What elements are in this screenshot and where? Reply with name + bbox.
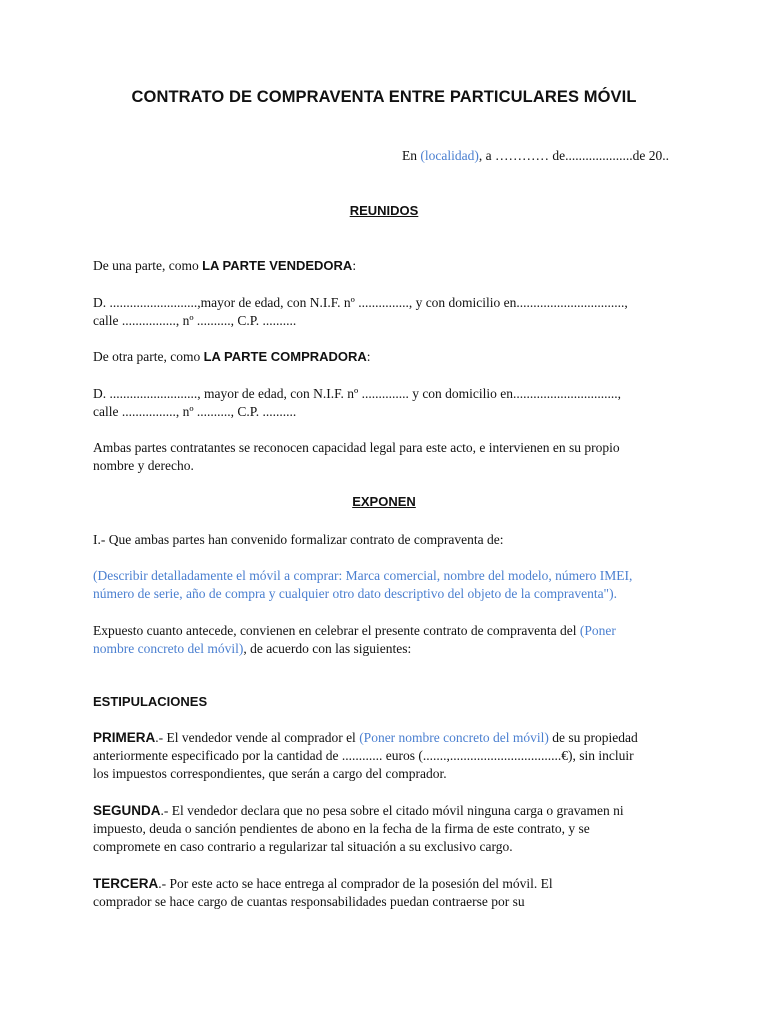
place-date-prefix: En: [402, 148, 421, 163]
expuesto-line2-blue: nombre concreto del móvil): [93, 641, 244, 656]
clause-segunda-line3: compromete en caso contrario a regularizar tal situación a su exclusivo cargo.: [93, 839, 513, 854]
seller-party-term: LA PARTE VENDEDORA: [202, 258, 353, 273]
clause-primera-line1-suffix: de su propiedad: [548, 730, 638, 745]
capacity-line1: Ambas partes contratantes se reconocen capacidad legal para este acto, e intervienen en su propio: [93, 440, 620, 455]
buyer-intro-prefix: De otra parte, como: [93, 349, 204, 364]
device-description-line1: (Describir detalladamente el móvil a comprar: Marca comercial, nombre del modelo, número IMEI,: [93, 568, 633, 583]
clause-segunda-line1: .- El vendedor declara que no pesa sobre el citado móvil ninguna carga o gravamen ni: [160, 803, 624, 818]
seller-details: [93, 294, 683, 330]
buyer-party-term: LA PARTE COMPRADORA: [203, 349, 367, 364]
expuesto-paragraph: [93, 622, 683, 658]
clause-primera-device-placeholder: (Poner nombre concreto del móvil): [359, 730, 549, 745]
clause-tercera-line1: .- Por este acto se hace entrega al comprador de la posesión del móvil. El: [158, 876, 553, 891]
place-date-line: [0, 147, 669, 165]
buyer-intro-suffix: :: [366, 349, 371, 364]
seller-details-line2: calle ................, nº .........., C.P. ..........: [93, 313, 297, 328]
expuesto-line1-blue: (Poner: [579, 623, 616, 638]
buyer-details-line2: calle ................, nº .........., C.P. ..........: [93, 404, 297, 419]
capacity-line2: nombre y derecho.: [93, 458, 194, 473]
seller-details-line1: D. ..........................,mayor de edad, con N.I.F. nº ..............., y con domicilio en................................,: [93, 295, 628, 310]
estipulaciones-heading: ESTIPULACIONES: [93, 694, 208, 709]
clause-tercera: [93, 875, 683, 911]
clause-tercera-label: TERCERA: [93, 876, 159, 891]
seller-intro-prefix: De una parte, como: [93, 258, 203, 273]
reunidos-heading: REUNIDOS: [349, 203, 419, 218]
seller-intro-suffix: :: [352, 258, 357, 273]
buyer-intro: [93, 348, 683, 366]
document-title: CONTRATO DE COMPRAVENTA ENTRE PARTICULARES MÓVIL: [131, 88, 637, 106]
clause-primera-line1-prefix: .- El vendedor vende al comprador el: [155, 730, 360, 745]
exponen-heading: EXPONEN: [352, 494, 416, 509]
clause-primera-line2: anteriormente especificado por la cantidad de ............ euros (.......,.................................€), sin incluir: [93, 748, 634, 763]
locality-placeholder: (localidad): [420, 148, 479, 163]
clause-primera-label: PRIMERA: [93, 730, 156, 745]
expuesto-line2-suffix: , de acuerdo con las siguientes:: [243, 641, 412, 656]
seller-intro: [93, 257, 683, 275]
device-description: [93, 567, 683, 603]
clause-segunda-label: SEGUNDA: [93, 803, 161, 818]
buyer-details-line1: D. .........................., mayor de edad, con N.I.F. nº .............. y con domicilio en...............................,: [93, 386, 622, 401]
clause-tercera-line2: comprador se hace cargo de cuantas responsabilidades puedan contraerse por su: [93, 894, 525, 909]
clause-primera: [93, 729, 683, 783]
device-description-line2: número de serie, año de compra y cualquier otro dato descriptivo del objeto de la compraventa").: [93, 586, 617, 601]
exponen-item: I.- Que ambas partes han convenido formalizar contrato de compraventa de:: [93, 532, 504, 547]
clause-segunda-line2: impuesto, deuda o sanción pendientes de abono en la fecha de la firma de este contrato, y se: [93, 821, 590, 836]
capacity-paragraph: [93, 439, 683, 475]
place-date-suffix: , a ………… de....................de 20..: [478, 148, 669, 163]
buyer-details: [93, 385, 683, 421]
clause-primera-line3: los impuestos correspondientes, que serán a cargo del comprador.: [93, 766, 447, 781]
expuesto-line1-prefix: Expuesto cuanto antecede, convienen en celebrar el presente contrato de compraventa del: [93, 623, 580, 638]
clause-segunda: [93, 802, 683, 856]
